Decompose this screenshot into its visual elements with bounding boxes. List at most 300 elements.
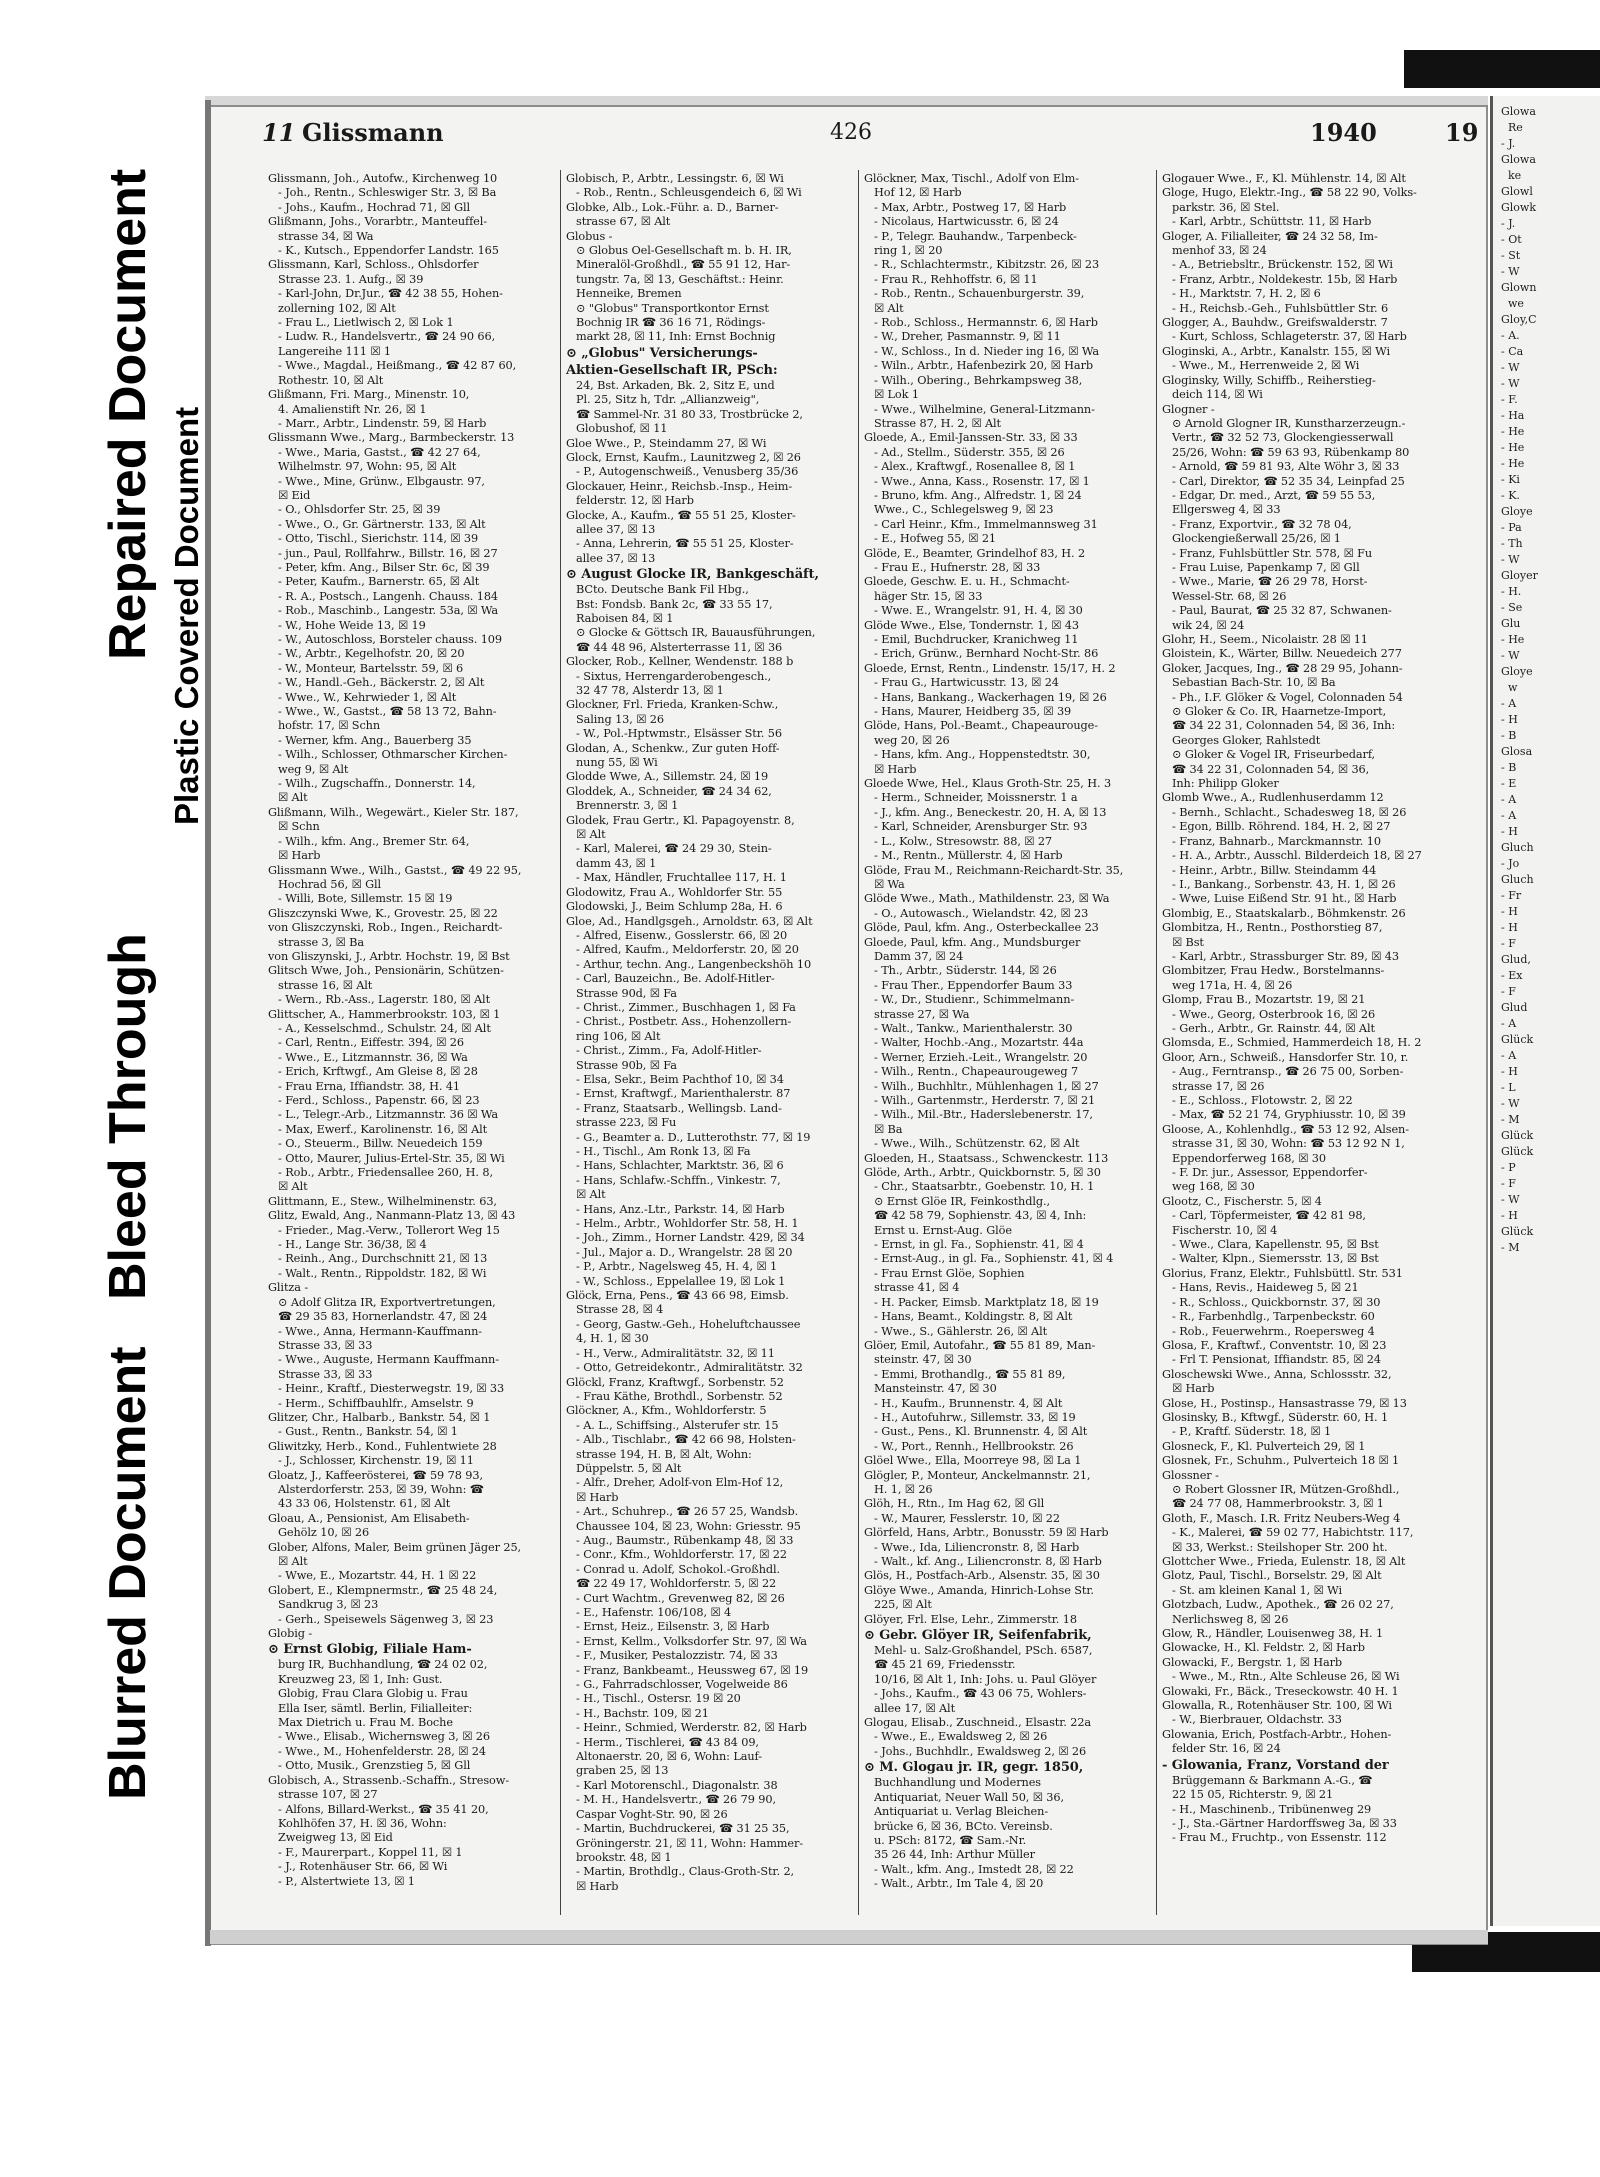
directory-entry: Glogger, A., Bauhdw., Greifswalderstr. 7: [1162, 316, 1388, 330]
directory-entry: - W., Arbtr., Kegelhofstr. 20, ☒ 20: [278, 647, 465, 661]
directory-entry: - Ludw. R., Handelsvertr., ☎ 24 90 66,: [278, 330, 496, 344]
directory-entry: ⊙ Ernst Globig, Filiale Ham-: [268, 1642, 472, 1658]
directory-entry: - Max, Arbtr., Postweg 17, ☒ Harb: [874, 200, 1067, 214]
directory-entry: - H., Reichsb.-Geh., Fuhlsbüttler Str. 6: [1172, 301, 1389, 315]
directory-entry: Glockauer, Heinr., Reichsb.-Insp., Heim-: [566, 479, 793, 493]
directory-entry: ⊙ Arnold Glogner IR, Kunstharzerzeugn.-: [1172, 416, 1406, 430]
directory-entry: - Christ., Zimmer., Buschhagen 1, ☒ Fa: [576, 1000, 796, 1014]
directory-entry: - Erich, Krftwgf., Am Gleise 8, ☒ 28: [278, 1065, 478, 1079]
directory-entry: - R. A., Postsch., Langenh. Chauss. 184: [278, 589, 499, 603]
directory-entry: Gloor, Arn., Schweiß., Hansdorfer Str. 10, r.: [1162, 1050, 1409, 1064]
directory-entry: ⊙ Gloker & Vogel IR, Friseurbedarf,: [1172, 748, 1376, 762]
directory-entry: - K., Malerei, ☎ 59 02 77, Habichtstr. 117,: [1172, 1526, 1414, 1540]
directory-entry: Glocke, A., Kaufm., ☎ 55 51 25, Kloster-: [566, 508, 796, 522]
directory-entry: Globisch, A., Strassenb.-Schaffn., Stresow-: [268, 1773, 510, 1787]
directory-entry: - Frau Erna, Iffiandstr. 38, H. 41: [278, 1079, 461, 1093]
header-adjacent-year: 19: [1445, 118, 1479, 147]
directory-entry: - Franz, Bankbeamt., Heussweg 67, ☒ 19: [576, 1663, 809, 1677]
directory-entry: - Frau G., Hartwicusstr. 13, ☒ 24: [874, 676, 1059, 690]
directory-entry: Brennerstr. 3, ☒ 1: [576, 799, 679, 813]
directory-entry: ☒ Harb: [576, 1490, 619, 1504]
directory-entry: Gloistein, K., Wärter, Billw. Neuedeich 277: [1162, 647, 1402, 661]
directory-entry: ⊙ Gebr. Glöyer IR, Seifenfabrik,: [864, 1628, 1092, 1644]
directory-entry: - St. am kleinen Kanal 1, ☒ Wi: [1172, 1583, 1342, 1597]
directory-entry: ring 106, ☒ Alt: [576, 1029, 661, 1043]
directory-entry: weg 168, ☒ 30: [1172, 1180, 1255, 1194]
directory-entry: - K., Kutsch., Eppendorfer Landstr. 165: [278, 244, 499, 258]
directory-entry: Mineralöl-Großhdl., ☎ 55 91 12, Har-: [576, 258, 791, 272]
directory-entry: ☎ 24 77 08, Hammerbrookstr. 3, ☒ 1: [1172, 1497, 1384, 1511]
directory-entry: Strasse 90b, ☒ Fa: [576, 1058, 677, 1072]
directory-entry: - Edgar, Dr. med., Arzt, ☎ 59 55 53,: [1172, 488, 1376, 502]
directory-entry: allee 37, ☒ 13: [576, 551, 656, 565]
directory-entry: Glomsda, E., Schmied, Hammerdeich 18, H. 2: [1162, 1036, 1422, 1050]
directory-entry: - Otto, Maurer, Julius-Ertel-Str. 35, ☒ Wi: [278, 1151, 505, 1165]
directory-entry: nung 55, ☒ Wi: [576, 756, 658, 770]
directory-entry: Düppelstr. 5, ☒ Alt: [576, 1461, 682, 1475]
directory-entry: - Wwe., W., Kehrwieder 1, ☒ Alt: [278, 690, 457, 704]
directory-entry: Gloede, Ernst, Rentn., Lindenstr. 15/17, H. 2: [864, 661, 1116, 675]
directory-entry: - Franz, Exportvir., ☎ 32 78 04,: [1172, 517, 1352, 531]
directory-entry: Rothestr. 10, ☒ Alt: [278, 373, 384, 387]
directory-entry: ⊙ "Globus" Transportkontor Ernst: [576, 301, 769, 315]
directory-entry: weg 171a, H. 4, ☒ 26: [1172, 978, 1293, 992]
directory-entry: Ernst u. Ernst-Aug. Glöe: [874, 1223, 1012, 1237]
directory-entry: Gloschewski Wwe., Anna, Schlossstr. 32,: [1162, 1367, 1392, 1381]
directory-entry: ☎ 42 58 79, Sophienstr. 43, ☒ 4, Inh:: [874, 1209, 1087, 1223]
directory-entry: - H., Marktstr. 7, H. 2, ☒ 6: [1172, 287, 1321, 301]
directory-entry: ☒ Harb: [576, 1879, 619, 1893]
directory-entry: Glombig, E., Staatskalarb., Böhmkenstr. 26: [1162, 906, 1406, 920]
directory-entry: - I., Bankang., Sorbenstr. 43, H. 1, ☒ 26: [1172, 877, 1396, 891]
directory-entry: - Otto, Musik., Grenzstieg 5, ☒ Gll: [278, 1759, 471, 1773]
directory-entry: - H., Tischl., Ostersr. 19 ☒ 20: [576, 1692, 741, 1706]
directory-entry: - Rob., Rentn., Schauenburgerstr. 39,: [874, 287, 1085, 301]
directory-entry: Glosa, F., Kraftwf., Conventstr. 10, ☒ 23: [1162, 1338, 1387, 1352]
directory-entry: BCto. Deutsche Bank Fil Hbg.,: [576, 583, 749, 597]
directory-entry: - Wwe., M., Hohenfelderstr. 28, ☒ 24: [278, 1744, 486, 1758]
directory-entry: - Marr., Arbtr., Lindenstr. 59, ☒ Harb: [278, 416, 487, 430]
header-year: 1940: [1310, 118, 1377, 147]
directory-entry: ☒ Wa: [874, 877, 905, 891]
directory-entry: 32 47 78, Alsterdr 13, ☒ 1: [576, 684, 724, 697]
directory-entry: Glotzbach, Ludw., Apothek., ☎ 26 02 27,: [1162, 1598, 1394, 1612]
directory-entry: Glossner -: [1162, 1468, 1219, 1482]
directory-entry: - Wwe., Magdal., Heißmang., ☎ 42 87 60,: [278, 359, 517, 373]
directory-entry: - Walt., Tankw., Marienthalerstr. 30: [874, 1021, 1073, 1035]
directory-entry: - Nicolaus, Hartwicusstr. 6, ☒ 24: [874, 215, 1059, 229]
directory-entry: - Wilh., Gartenmstr., Herderstr. 7, ☒ 21: [874, 1094, 1096, 1107]
directory-entry: Caspar Voght-Str. 90, ☒ 26: [576, 1807, 728, 1821]
directory-entry: - Heinr., Kraftf., Diesterwegstr. 19, ☒ 33: [278, 1382, 505, 1396]
directory-entry: - Wwe., E., Ewaldsweg 2, ☒ 26: [874, 1730, 1048, 1744]
directory-entry: Glocker, Rob., Kellner, Wendenstr. 188 b: [566, 655, 794, 669]
directory-entry: Glöde Wwe., Math., Mathildenstr. 23, ☒ Wa: [864, 892, 1110, 906]
directory-entry: - Conrad u. Adolf, Schokol.-Großhdl.: [576, 1562, 781, 1576]
scanner-black-tab-top: [1404, 50, 1600, 88]
directory-entry: - M., Rentn., Müllerstr. 4, ☒ Harb: [874, 849, 1063, 863]
directory-entry: ☒ Alt: [576, 1188, 606, 1202]
directory-entry: Fischerstr. 10, ☒ 4: [1172, 1223, 1278, 1237]
directory-entry: Glombitza, H., Rentn., Posthorstieg 87,: [1162, 921, 1383, 935]
directory-entry: - Max, ☎ 52 21 74, Gryphiusstr. 10, ☒ 39: [1172, 1108, 1406, 1122]
directory-entry: - Alb., Tischlabr., ☎ 42 66 98, Holsten-: [576, 1433, 796, 1447]
directory-entry: Gloge, Hugo, Elektr.-Ing., ☎ 58 22 90, Volks-: [1162, 186, 1417, 200]
directory-entry: - W., Pol.-Hptwmstr., Elsässer Str. 56: [576, 727, 782, 741]
directory-entry: Glock, Ernst, Kaufm., Launitzweg 2, ☒ 26: [566, 450, 801, 464]
directory-entry: - Glowania, Franz, Vorstand der: [1162, 1757, 1389, 1773]
directory-entry: - Alfred, Kaufm., Meldorferstr. 20, ☒ 20: [576, 943, 799, 957]
directory-entry: - Franz, Arbtr., Noldekestr. 15b, ☒ Harb: [1172, 272, 1398, 286]
directory-entry: Glöde, Hans, Pol.-Beamt., Chapeaurouge-: [864, 719, 1098, 733]
directory-entry: Glockner, Frl. Frieda, Kranken-Schw.,: [566, 698, 779, 712]
directory-entry: - M. H., Handelsvertr., ☎ 26 79 90,: [576, 1793, 776, 1807]
directory-entry: Eppendorferweg 168, ☒ 30: [1172, 1151, 1326, 1165]
directory-entry: - A. L., Schiffsing., Alsterufer str. 15: [576, 1418, 779, 1432]
directory-entry: Gloe, Ad., Handlgsgeh., Arnoldstr. 63, ☒ Alt: [566, 914, 813, 928]
directory-entry: ☒ Ba: [874, 1122, 903, 1136]
directory-entry: Glitz, Ewald, Ang., Nanmann-Platz 13, ☒ 43: [268, 1209, 516, 1223]
directory-entry: - Karl-John, Dr.Jur., ☎ 42 38 55, Hohen-: [278, 287, 503, 301]
directory-entry: Vertr., ☎ 32 52 73, Glockengiesserwall: [1172, 431, 1394, 445]
directory-entry: Globert, E., Klempnermstr., ☎ 25 48 24,: [268, 1583, 498, 1597]
directory-entry: Glosneck, F., Kl. Pulverteich 29, ☒ 1: [1162, 1439, 1366, 1453]
directory-entry: - Curt Wachtm., Grevenweg 82, ☒ 26: [576, 1591, 785, 1605]
directory-entry: ring 1, ☒ 20: [874, 244, 943, 258]
directory-entry: ☎ 34 22 31, Colonnaden 54, ☒ 36,: [1172, 762, 1370, 776]
directory-entry: 4, H. 1, ☒ 30: [576, 1332, 649, 1346]
directory-entry: - Conr., Kfm., Wohldorferstr. 17, ☒ 22: [576, 1548, 787, 1562]
directory-entry: Gloau, A., Pensionist, Am Elisabeth-: [268, 1511, 470, 1525]
directory-entry: - Wilh., Buchhltr., Mühlenhagen 1, ☒ 27: [874, 1079, 1099, 1093]
directory-entry: brücke 6, ☒ 36, BCto. Vereinsb.: [874, 1819, 1053, 1833]
directory-entry: - Wwe., Clara, Kapellenstr. 95, ☒ Bst: [1172, 1238, 1379, 1252]
directory-entry: - Frau Ther., Eppendorfer Baum 33: [874, 978, 1073, 992]
directory-entry: - W., Port., Rennh., Hellbrookstr. 26: [874, 1439, 1074, 1453]
directory-entry: Glögler, P., Monteur, Anckelmannstr. 21,: [864, 1468, 1091, 1482]
directory-column-4: [1162, 172, 1462, 1912]
directory-entry: Gloginsky, Willy, Schiffb., Reiherstieg-: [1162, 373, 1376, 387]
directory-entry: ⊙ Glocke & Göttsch IR, Bauausführungen,: [576, 626, 816, 640]
directory-entry: - Peter, kfm. Ang., Bilser Str. 6c, ☒ 39: [278, 560, 490, 574]
directory-entry: Sandkrug 3, ☒ 23: [278, 1598, 379, 1612]
directory-entry: - Wilh., Zugschaffn., Donnerstr. 14,: [278, 777, 476, 791]
directory-entry: Glörfeld, Hans, Arbtr., Bonusstr. 59 ☒ Harb: [864, 1526, 1109, 1540]
directory-entry: Gloede Wwe, Hel., Klaus Groth-Str. 25, H. 3: [864, 777, 1112, 791]
directory-entry: - R., Schlachtermstr., Kibitzstr. 26, ☒ 23: [874, 258, 1100, 272]
directory-entry: - W., Dreher, Pasmannstr. 9, ☒ 11: [874, 330, 1061, 344]
directory-entry: Pl. 25, Sitz h, Tdr. „Allianzweig",: [576, 393, 760, 407]
directory-entry: - Jul., Major a. D., Wrangelstr. 28 ☒ 20: [576, 1245, 793, 1259]
directory-entry: Glow, R., Händler, Louisenweg 38, H. 1: [1162, 1627, 1384, 1641]
directory-entry: - Wilh., Schlosser, Othmarscher Kirchen-: [278, 748, 508, 762]
directory-entry: ☎ Sammel-Nr. 31 80 33, Trostbrücke 2,: [576, 407, 803, 421]
directory-entry: Globus -: [566, 229, 613, 243]
directory-entry: Sebastian Bach-Str. 10, ☒ Ba: [1172, 676, 1336, 690]
directory-entry: - Bernh., Schlacht., Schadesweg 18, ☒ 26: [1172, 805, 1407, 819]
directory-entry: - Herm., Schiffbauhlfr., Amselstr. 9: [278, 1396, 474, 1410]
directory-entry: - Alfr., Dreher, Adolf-von Elm-Hof 12,: [576, 1476, 784, 1490]
directory-entry: wik 24, ☒ 24: [1172, 618, 1245, 632]
directory-entry: - Chr., Staatsarbtr., Goebenstr. 10, H. 1: [874, 1180, 1095, 1194]
directory-entry: - Wilh., Rentn., Chapeaurougeweg 7: [874, 1065, 1079, 1079]
directory-entry: - G., Fahrradschlosser, Vogelweide 86: [576, 1678, 788, 1692]
directory-entry: - Erich, Grünw., Bernhard Nocht-Str. 86: [874, 647, 1099, 661]
directory-entry: zollerning 102, ☒ Alt: [278, 301, 396, 315]
directory-entry: - Christ., Zimm., Fa, Adolf-Hitler-: [576, 1044, 762, 1058]
directory-entry: Glowacke, H., Kl. Feldstr. 2, ☒ Harb: [1162, 1641, 1365, 1655]
directory-entry: Glodde Wwe, A., Sillemstr. 24, ☒ 19: [566, 770, 769, 784]
directory-entry: - Christ., Postbetr. Ass., Hohenzollern-: [576, 1015, 792, 1029]
column-rule: [560, 170, 561, 1915]
directory-entry: - Wwe., Wilh., Schützenstr. 62, ☒ Alt: [874, 1137, 1080, 1151]
directory-entry: ☎ 44 48 96, Alsterterrasse 11, ☒ 36: [576, 640, 783, 654]
directory-entry: Brüggemann & Barkmann A.-G., ☎: [1172, 1773, 1373, 1787]
directory-entry: - Joh., Rentn., Schleswiger Str. 3, ☒ Ba: [278, 186, 497, 200]
directory-entry: Glöel Wwe., Ella, Moorreye 98, ☒ La 1: [864, 1454, 1082, 1468]
directory-entry: - L., Telegr.-Arb., Litzmannstr. 36 ☒ Wa: [278, 1108, 499, 1122]
directory-entry: Georges Gloker, Rahlstedt: [1172, 733, 1321, 747]
directory-entry: - J., Sta.-Gärtner Hardorffsweg 3a, ☒ 33: [1172, 1816, 1397, 1830]
directory-entry: Glogner -: [1162, 402, 1215, 416]
directory-entry: ☎ 45 21 69, Friedensstr.: [874, 1658, 1016, 1672]
directory-entry: Glowacki, F., Bergstr. 1, ☒ Harb: [1162, 1655, 1343, 1669]
directory-entry: - Wwe, Luise Eißend Str. 91 ht., ☒ Harb: [1172, 892, 1397, 906]
directory-entry: - Karl, Malerei, ☎ 24 29 30, Stein-: [576, 842, 772, 856]
directory-entry: - Hans, Schlafw.-Schffn., Vinkestr. 7,: [576, 1173, 781, 1187]
directory-entry: deich 114, ☒ Wi: [1172, 388, 1263, 402]
adjacent-page-text: Glowa Re - J. Glowa ke Glowl Glowk - J. - Ot - St - W Glown we Gloy,C - A. - Ca - W - W - F. - Ha - He - He - He - Ki - K. Gloye - Pa - Th - W Gloyer - H. - Se Glu - He - W Gloye w - A - H - B Glosa - B - E - A - A - H Gluch - Jo Gluch - Fr - H - H - F Glud, - Ex - F Glud - A Glück - A - H - L - W - M Glück Glück - P - F - W - H Glück - M: [1501, 105, 1538, 1254]
directory-entry: Glose, H., Postinsp., Hansastrasse 79, ☒ 13: [1162, 1396, 1407, 1410]
directory-entry: - Wwe., Ida, Liliencronstr. 8, ☒ Harb: [874, 1540, 1080, 1554]
directory-entry: - F. Dr. jur., Assessor, Eppendorfer-: [1172, 1166, 1368, 1180]
directory-entry: - Hans, Bankang., Wackerhagen 19, ☒ 26: [874, 690, 1107, 704]
directory-entry: Glißmann, Johs., Vorarbtr., Manteuffel-: [268, 215, 487, 229]
directory-entry: Glißmann, Wilh., Wegewärt., Kieler Str. 187,: [268, 805, 519, 819]
directory-entry: - J., Rotenhäuser Str. 66, ☒ Wi: [278, 1860, 448, 1874]
directory-entry: von Gliszynski, J., Arbtr. Hochstr. 19, ☒ Bst: [268, 949, 510, 963]
directory-entry: ☒ Alt: [278, 791, 308, 805]
directory-entry: - W., Bierbrauer, Oldachstr. 33: [1172, 1713, 1342, 1727]
directory-entry: Strasse 87, H. 2, ☒ Alt: [874, 416, 1001, 430]
directory-entry: weg 9, ☒ Alt: [278, 762, 349, 776]
directory-entry: - Heinr., Schmied, Werderstr. 82, ☒ Harb: [576, 1721, 807, 1735]
directory-entry: Hof 12, ☒ Harb: [874, 186, 962, 200]
directory-entry: - Wwe, E., Mozartstr. 44, H. 1 ☒ 22: [278, 1569, 477, 1583]
directory-entry: Strasse 23. 1. Aufg., ☒ 39: [278, 272, 424, 286]
directory-entry: Glodowski, J., Beim Schlump 28a, H. 6: [566, 900, 783, 914]
directory-entry: strasse 17, ☒ 26: [1172, 1079, 1265, 1093]
directory-entry: - Wern., Rb.-Ass., Lagerstr. 180, ☒ Alt: [278, 993, 491, 1007]
directory-entry: Glissmann Wwe., Wilh., Gastst., ☎ 49 22 95,: [268, 863, 522, 877]
directory-entry: - Frau Ernst Glöe, Sophien: [874, 1266, 1025, 1280]
directory-entry: Glittmann, E., Stew., Wilhelminenstr. 63,: [268, 1194, 497, 1208]
directory-entry: - P., Arbtr., Nagelsweg 45, H. 4, ☒ 1: [576, 1260, 778, 1274]
directory-entry: - H., Bachstr. 109, ☒ 21: [576, 1706, 709, 1720]
directory-entry: burg IR, Buchhandlung, ☎ 24 02 02,: [278, 1658, 488, 1672]
directory-entry: ☒ Harb: [874, 762, 917, 776]
directory-entry: strasse 194, H. B, ☒ Alt, Wohn:: [576, 1447, 752, 1461]
directory-entry: Glöyer, Frl. Else, Lehr., Zimmerstr. 18: [864, 1612, 1077, 1626]
directory-entry: Nerlichsweg 8, ☒ 26: [1172, 1612, 1289, 1626]
directory-entry: - Reinh., Ang., Durchschnitt 21, ☒ 13: [278, 1252, 488, 1266]
page-number: 426: [830, 120, 872, 145]
directory-entry: - A., Betriebsltr., Brückenstr. 152, ☒ Wi: [1172, 258, 1393, 272]
directory-entry: Gloede, A., Emil-Janssen-Str. 33, ☒ 33: [864, 431, 1078, 445]
directory-entry: - Carl, Bauzeichn., Be. Adolf-Hitler-: [576, 972, 775, 986]
directory-entry: - Werner, Erzieh.-Leit., Wrangelstr. 20: [874, 1050, 1088, 1064]
directory-entry: - L., Kolw., Stresowstr. 88, ☒ 27: [874, 834, 1052, 848]
directory-entry: ⊙ Gloker & Co. IR, Haarnetze-Import,: [1172, 705, 1387, 719]
directory-entry: Glomb Wwe., A., Rudlenhuserdamm 12: [1162, 791, 1384, 805]
directory-entry: 24, Bst. Arkaden, Bk. 2, Sitz E, und: [576, 378, 775, 392]
directory-entry: Mansteinstr. 47, ☒ 30: [874, 1382, 997, 1396]
directory-entry: - Walt., kfm. Ang., Imstedt 28, ☒ 22: [874, 1862, 1074, 1876]
directory-entry: - W., Handl.-Geh., Bäckerstr. 2, ☒ Alt: [278, 676, 485, 690]
directory-entry: Glissmann Wwe., Marg., Barmbeckerstr. 13: [268, 431, 515, 445]
header-keyword: Glissmann: [302, 118, 444, 147]
directory-entry: 43 33 06, Holstenstr. 61, ☒ Alt: [278, 1497, 451, 1511]
directory-entry: Gloede, Paul, kfm. Ang., Mundsburger: [864, 935, 1081, 949]
directory-entry: Glitza -: [268, 1281, 309, 1295]
directory-entry: ☒ Harb: [1172, 1382, 1215, 1396]
directory-entry: ☒ Schn: [278, 820, 320, 834]
directory-entry: Aktien-Gesellschaft IR, PSch:: [566, 362, 778, 378]
directory-entry: - Joh., Zimm., Horner Landstr. 429, ☒ 34: [576, 1231, 805, 1245]
directory-entry: Glowalla, R., Rotenhäuser Str. 100, ☒ Wi: [1162, 1699, 1392, 1713]
page-header: [262, 118, 1482, 148]
directory-entry: - J., kfm. Ang., Beneckestr. 20, H. A, ☒ 13: [874, 805, 1107, 819]
scan-left-edge: [205, 100, 211, 1946]
directory-entry: - R., Farbenhdlg., Tarpenbeckstr. 60: [1172, 1310, 1375, 1324]
directory-entry: - H., Verw., Admiralitätstr. 32, ☒ 11: [576, 1346, 775, 1360]
distortion-labels: [40, 168, 205, 1800]
directory-entry: - Frl T. Pensionat, Iffiandstr. 85, ☒ 24: [1172, 1353, 1381, 1367]
directory-entry: strasse 3, ☒ Ba: [278, 935, 364, 949]
directory-entry: - Carl Heinr., Kfm., Immelmannsweg 31: [874, 517, 1098, 531]
directory-entry: - Wwe., Anna, Hermann-Kauffmann-: [278, 1324, 482, 1338]
directory-entry: - W., Dr., Studienr., Schimmelmann-: [874, 993, 1075, 1007]
directory-entry: - Gerh., Arbtr., Gr. Rainstr. 44, ☒ Alt: [1172, 1021, 1375, 1035]
directory-entry: häger Str. 15, ☒ 33: [874, 589, 983, 603]
directory-entry: tungstr. 7a, ☒ 13, Geschäftst.: Heinr.: [576, 272, 784, 286]
directory-entry: - Frieder., Mag.-Verw., Tollerort Weg 15: [278, 1223, 500, 1237]
directory-entry: - Wwe., Anna, Kass., Rosenstr. 17, ☒ 1: [874, 474, 1090, 488]
directory-entry: - Ad., Stellm., Süderstr. 355, ☒ 26: [874, 445, 1065, 459]
directory-entry: ⊙ August Glocke IR, Bankgeschäft,: [566, 567, 819, 583]
directory-entry: - Ernst, in gl. Fa., Sophienstr. 41, ☒ 4: [874, 1238, 1084, 1252]
directory-entry: Antiquariat, Neuer Wall 50, ☒ 36,: [874, 1790, 1064, 1804]
directory-entry: allee 17, ☒ Alt: [874, 1701, 956, 1715]
directory-entry: - E., Hofweg 55, ☒ 21: [874, 532, 996, 546]
directory-entry: - F., Maurerpart., Koppel 11, ☒ 1: [278, 1845, 463, 1859]
directory-entry: - P., Telegr. Bauhandw., Tarpenbeck-: [874, 229, 1077, 243]
directory-entry: - Karl, Arbtr., Strassburger Str. 89, ☒ 43: [1172, 949, 1399, 963]
directory-entry: 4. Amalienstift Nr. 26, ☒ 1: [278, 402, 427, 416]
directory-entry: 22 15 05, Richterstr. 9, ☒ 21: [1172, 1788, 1334, 1802]
directory-entry: - Wwe., Auguste, Hermann Kauffmann-: [278, 1353, 499, 1367]
directory-entry: Strasse 33, ☒ 33: [278, 1338, 373, 1352]
directory-entry: - Walt., kf. Ang., Liliencronstr. 8, ☒ Harb: [874, 1555, 1102, 1568]
directory-column-2: [566, 172, 858, 1912]
directory-entry: ⊙ „Globus" Versicherungs-: [566, 345, 758, 361]
directory-entry: Gloger, A. Filialleiter, ☎ 24 32 58, Im-: [1162, 229, 1378, 243]
label-plastic-covered-document: Plastic Covered Document: [168, 406, 205, 825]
directory-entry: - Franz, Bahnarb., Marckmannstr. 10: [1172, 834, 1381, 848]
directory-entry: - W., Maurer, Fesslerstr. 10, ☒ 22: [874, 1511, 1060, 1525]
directory-entry: 10/16, ☒ Alt 1, Inh: Johs. u. Paul Glöyer: [874, 1672, 1097, 1686]
label-bleed-through: Bleed Through: [99, 933, 157, 1300]
directory-entry: - Carl, Direktor, ☎ 52 35 34, Leinpfad 25: [1172, 474, 1405, 488]
label-repaired-document: Repaired Document: [99, 168, 157, 660]
directory-entry: Glöde, Frau M., Reichmann-Reichardt-Str. 35,: [864, 863, 1124, 877]
directory-entry: - G., Beamter a. D., Lutterothstr. 77, ☒ 19: [576, 1130, 811, 1144]
directory-entry: - W., Schloss., In d. Nieder ing 16, ☒ Wa: [874, 344, 1100, 358]
directory-entry: - Wwe., M., Rtn., Alte Schleuse 26, ☒ Wi: [1172, 1670, 1400, 1684]
directory-entry: - Wwe., Maria, Gastst., ☎ 42 27 64,: [278, 445, 481, 459]
directory-entry: - Herm., Tischlerei, ☎ 43 84 09,: [576, 1735, 759, 1749]
directory-entry: - Anna, Lehrerin, ☎ 55 51 25, Kloster-: [576, 537, 794, 551]
directory-entry: - Karl, Schneider, Arensburger Str. 93: [874, 820, 1088, 834]
directory-entry: - Karl, Arbtr., Schüttstr. 11, ☒ Harb: [1172, 215, 1372, 229]
column-rule: [1156, 170, 1157, 1915]
column-rule: [858, 170, 859, 1915]
directory-entry: ☒ Alt: [278, 1180, 308, 1194]
directory-entry: - H., Maschinenb., Tribünenweg 29: [1172, 1802, 1372, 1816]
directory-entry: ☎ 22 49 17, Wohldorferstr. 5, ☒ 22: [576, 1577, 777, 1591]
directory-entry: Glöckner, A., Kfm., Wohldorferstr. 5: [566, 1404, 767, 1418]
label-blurred-document: Blurred Document: [99, 1346, 157, 1800]
directory-entry: - O., Ohlsdorfer Str. 25, ☒ 39: [278, 503, 441, 517]
directory-entry: ☒ Eid: [278, 488, 311, 502]
directory-entry: Hochrad 56, ☒ Gll: [278, 877, 382, 891]
directory-entry: - Rob., Maschinb., Langestr. 53a, ☒ Wa: [278, 604, 498, 618]
directory-entry: - Gust., Rentn., Bankstr. 54, ☒ 1: [278, 1425, 458, 1439]
directory-entry: ⊙ M. Glogau jr. IR, gegr. 1850,: [864, 1760, 1084, 1776]
directory-entry: - Johs., Kaufm., ☎ 43 06 75, Wohlers-: [874, 1687, 1087, 1701]
directory-entry: - Frau R., Rehhoffstr. 6, ☒ 11: [874, 272, 1038, 286]
directory-entry: Bst: Fondsb. Bank 2c, ☎ 33 55 17,: [576, 597, 773, 611]
directory-entry: - Wwe. E., Wrangelstr. 91, H. 4, ☒ 30: [874, 604, 1083, 618]
directory-entry: strasse 16, ☒ Alt: [278, 978, 373, 992]
directory-entry: - A., Kesselschmd., Schulstr. 24, ☒ Alt: [278, 1021, 491, 1035]
directory-entry: felder Str. 16, ☒ 24: [1172, 1742, 1281, 1756]
directory-entry: ☎ 29 35 83, Hornerlandstr. 47, ☒ 24: [278, 1310, 488, 1324]
directory-entry: Antiquariat u. Verlag Bleichen-: [874, 1805, 1049, 1819]
directory-entry: Globisch, P., Arbtr., Lessingstr. 6, ☒ Wi: [566, 172, 784, 185]
directory-entry: - H., Lange Str. 36/38, ☒ 4: [278, 1238, 427, 1252]
directory-column-1: [268, 172, 560, 1912]
directory-entry: - Carl, Töpfermeister, ☎ 42 81 98,: [1172, 1209, 1366, 1223]
directory-entry: - H. Packer, Eimsb. Marktplatz 18, ☒ 19: [874, 1295, 1099, 1309]
directory-entry: Globig, Frau Clara Globig u. Frau: [278, 1687, 468, 1701]
directory-entry: Glöde Wwe., Else, Tondernstr. 1, ☒ 43: [864, 618, 1079, 632]
directory-entry: Gloker, Jacques, Ing., ☎ 28 29 95, Johann-: [1162, 661, 1403, 675]
directory-entry: - Frau M., Fruchtp., von Essenstr. 112: [1172, 1831, 1387, 1845]
directory-entry: steinstr. 47, ☒ 30: [874, 1353, 972, 1367]
directory-entry: Mehl- u. Salz-Großhandel, PSch. 6587,: [874, 1644, 1093, 1658]
directory-entry: ☒ Bst: [1172, 935, 1204, 949]
directory-entry: Bochnig IR ☎ 36 16 71, Rödings-: [576, 316, 766, 330]
directory-entry: H. 1, ☒ 26: [874, 1482, 933, 1496]
directory-entry: - Hans, kfm. Ang., Hoppenstedtstr. 30,: [874, 748, 1091, 762]
directory-entry: Glosnek, Fr., Schuhm., Pulverteich 18 ☒ 1: [1162, 1454, 1400, 1468]
directory-entry: - Wwe., Wilhelmine, General-Litzmann-: [874, 402, 1095, 416]
directory-entry: Max Dietrich u. Frau M. Boche: [278, 1716, 453, 1730]
directory-entry: Gloginski, A., Arbtr., Kanalstr. 155, ☒ Wi: [1162, 344, 1390, 358]
directory-entry: - Art., Schuhrep., ☎ 26 57 25, Wandsb.: [576, 1505, 799, 1519]
directory-entry: - Hans, Revis., Haideweg 5, ☒ 21: [1172, 1281, 1359, 1295]
